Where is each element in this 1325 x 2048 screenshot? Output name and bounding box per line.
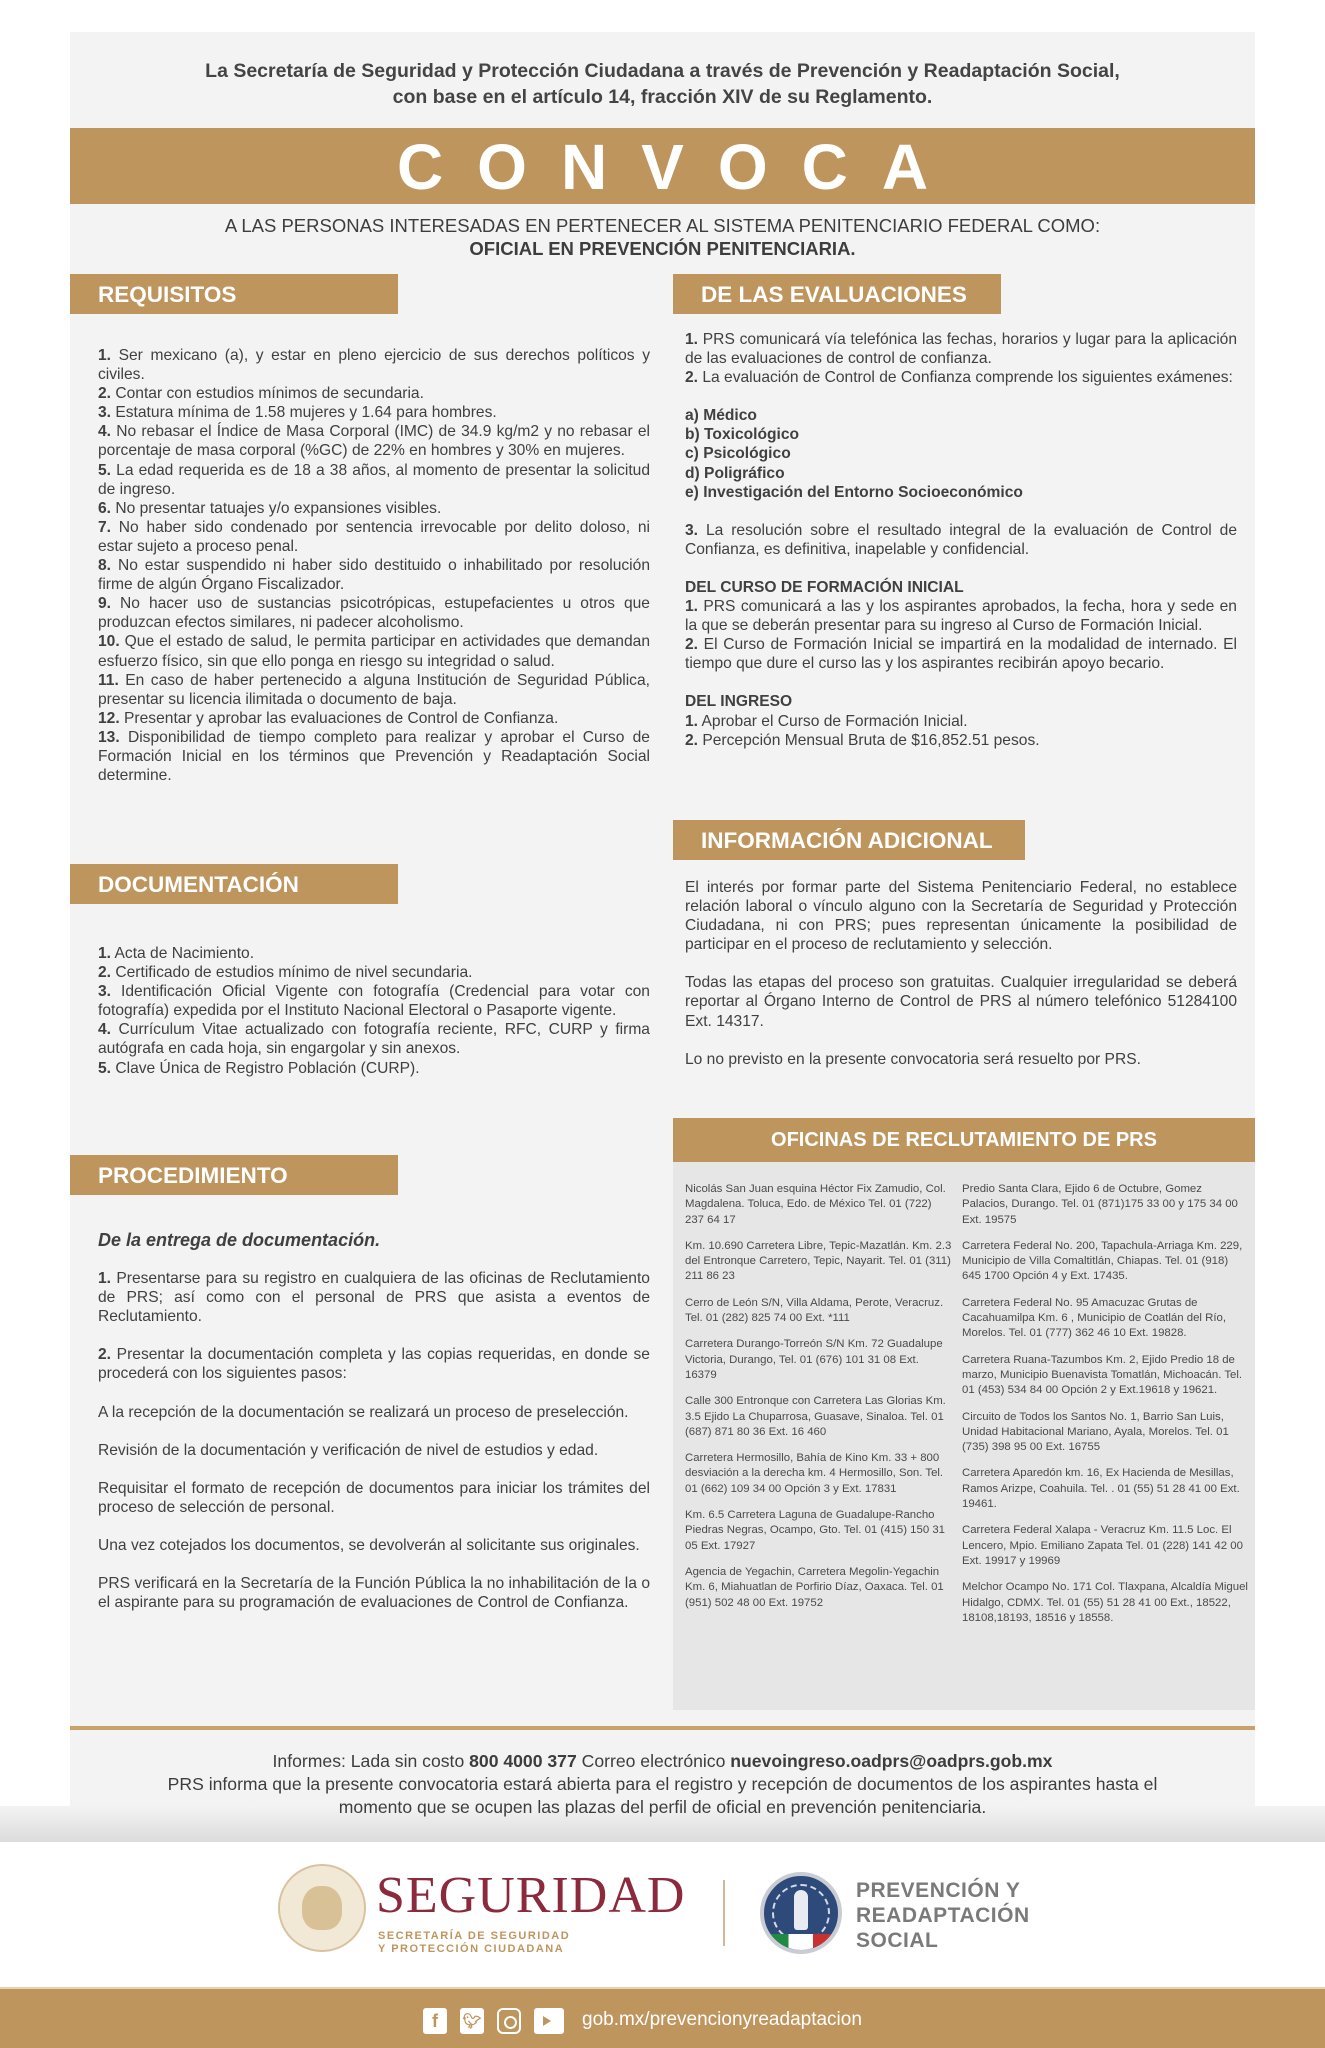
item-number: 3. [98,404,112,422]
item-text: Acta de Nacimiento. [114,945,255,962]
ingreso-item [685,731,1237,750]
requisito-item [98,518,650,556]
spacer [98,1517,650,1536]
curso-item [685,597,1237,635]
item-number: 5. [98,461,112,479]
procedimiento-paragraph: A la recepción de la documentación se realizará un proceso de preselección. [98,1403,629,1421]
item-text: No haber sido condenado por sentencia irrevocable por delito doloso, ni estar sujeto a proceso penal. [98,518,650,555]
item-text: No estar suspendido ni haber sido destituido o inhabilitado por resolución firme de algún Órgano Fiscalizador. [98,557,650,594]
item-text: Percepción Mensual Bruta de $16,852.51 pesos. [702,731,1040,749]
item-number: 7. [98,518,112,536]
prs-line-3: SOCIAL [856,1929,939,1952]
spacer [685,673,1237,692]
subtitle-line-1: A LAS PERSONAS INTERESADAS EN PERTENECER AL SISTEMA PENITENCIARIO FEDERAL COMO: [224,215,1101,236]
item-text: PRS comunicará vía telefónica las fechas, horarios y lugar para la aplicación de las evaluaciones de control de confianza. [685,331,1238,368]
curso-list [685,597,1237,673]
convoca-banner [70,128,1255,204]
procedimiento-content [98,1231,650,1612]
spacer [98,1326,650,1345]
item-text: Clave Única de Registro Población (CURP). [115,1059,420,1077]
item-text: El Curso de Formación Inicial se impartirá en la modalidad de internado. El tiempo que dure el curso las y los aspirantes recibirán apoyo becario. [685,636,1237,673]
item-text: No presentar tatuajes y/o expansiones visibles. [115,499,442,517]
item-text: La edad requerida es de 18 a 38 años, al momento de presentar la solicitud de ingreso. [98,461,651,498]
item-number: 9. [98,595,112,613]
evaluaciones-item-2 [685,368,1237,387]
office-address: Carretera Aparedón km. 16, Ex Hacienda de Mesillas, Ramos Arizpe, Coahuila. Tel. . 01 (55) 51 28 41 00 Ext. 19461. [962,1467,1240,1511]
seguridad-sub-line-2: Y PROTECCIÓN CIUDADANA [378,1943,565,1955]
seguridad-logo-title: SEGURIDAD [376,1867,686,1924]
spacer [98,1384,650,1403]
item-number: 2. [98,385,112,403]
requisito-item [98,346,650,384]
item-text: En caso de haber pertenecido a alguna Institución de Seguridad Pública, presentar su licencia ilimitada o documento de baja. [98,671,650,708]
item-number: 6. [98,499,112,517]
requisito-item [98,461,650,499]
contact-label-1: Informes: Lada sin costo [272,1751,470,1771]
item-number: 1. [685,331,699,348]
curso-item [685,635,1237,673]
office-address: Predio Santa Clara, Ejido 6 de Octubre, Gomez Palacios, Durango. Tel. 01 (871)175 33 00 y 175 34 00 Ext. 19575 [962,1183,1238,1226]
section-header-procedimiento: PROCEDIMIENTO [70,1155,398,1195]
spacer [685,1031,1237,1050]
item-number: 2. [98,964,112,982]
requisito-item [98,499,650,518]
badge-flag [764,1934,838,1950]
ingreso-title: DEL INGRESO [685,693,793,711]
convoca-title: CONVOCA [396,131,963,203]
evaluaciones-content [685,330,1237,750]
item-text: Certificado de estudios mínimo de nivel secundaria. [115,964,473,982]
procedimiento-subtitle: De la entrega de documentación. [98,1230,381,1250]
requisitos-list [98,346,650,785]
office-address: Carretera Federal No. 95 Amacuzac Grutas de Cacahuamilpa Km. 6 , Municipio de Coatlán del Río, Morelos. Tel. 01 (777) 362 46 10 Ext. 19828. [962,1296,1227,1340]
item-text: Que el estado de salud, le permita participar en actividades que demandan esfuerzo físico, sin que ello ponga en riesgo su integridad o salud. [98,633,650,670]
office-address: Calle 300 Entronque con Carretera Las Glorias Km. 3.5 Ejido La Chuparrosa, Guasave, Sinaloa. Tel. 01 (687) 871 80 36 Ext. 16 460 [685,1395,946,1438]
contact-line-1 [70,1750,1255,1773]
spacer [98,1250,650,1269]
exam-item: c) Psicológico [685,445,791,463]
intro-text [70,58,1255,110]
informacion-paragraph: Todas las etapas del proceso son gratuitas. Cualquier irregularidad se deberá reportar al Órgano Interno de Control de PRS al número telefónico 51284100 Ext. 14317. [685,974,1237,1030]
requisito-item [98,384,650,403]
twitter-icon[interactable]: 🐦︎ [460,2008,484,2034]
badge-figure [794,1890,808,1930]
office-address: Carretera Federal Xalapa - Veracruz Km. 11.5 Loc. El Lencero, Mpio. Emiliano Zapata Tel. 01 (228) 141 42 00 Ext. 19917 y 19969 [962,1524,1243,1567]
requisito-item [98,556,650,594]
item-number: 11. [98,671,119,689]
subtitle-line-2: OFICIAL EN PREVENCIÓN PENITENCIARIA. [469,238,856,259]
evaluaciones-item-1 [685,330,1237,368]
toll-free-phone[interactable]: 800 4000 377 [469,1751,577,1771]
item-number: 5. [98,1059,112,1077]
social-links [423,2008,567,2034]
seguridad-sub-line-1: SECRETARÍA DE SEGURIDAD [378,1930,571,1942]
item-text: No rebasar el Índice de Masa Corporal (IMC) de 34.9 kg/m2 y no rebasar el porcentaje de masa corporal (%GC) de 22% en hombres y 30% en mujeres. [98,423,650,460]
contact-line-3: momento que se ocupen las plazas del perfil de oficial en prevención penitenciaria. [338,1797,987,1817]
requisito-item [98,709,650,728]
exam-list [685,406,1237,501]
intro-line-1: La Secretaría de Seguridad y Protección Ciudadana a través de Prevención y Readaptación Social, [205,60,1120,82]
contact-info [70,1750,1255,1819]
office-address: Melchor Ocampo No. 171 Col. Tlaxpana, Alcaldía Miguel Hidalgo, CDMX. Tel. 01 (55) 51 28 41 00 Ext., 18522, 18108,18193, 18516 y 18558. [962,1581,1248,1624]
exam-item: e) Investigación del Entorno Socioeconómico [685,483,1023,501]
step-text: Presentarse para su registro en cualquiera de las oficinas de Reclutamiento de PRS; así como con el personal de PRS que asista a eventos de Reclutamiento. [98,1270,650,1326]
seguridad-logo-subtitle [378,1930,570,1956]
office-address: Circuito de Todos los Santos No. 1, Barrio San Luis, Unidad Habitacional Mariano, Ayala, Morelos. Tel. 01 (735) 398 95 00 Ext. 16755 [962,1410,1229,1454]
spacer [685,502,1237,521]
documento-item [98,1020,650,1058]
offices-header: OFICINAS DE RECLUTAMIENTO DE PRS [673,1118,1255,1162]
informacion-paragraph: Lo no previsto en la presente convocatoria será resuelto por PRS. [685,1050,1141,1068]
procedimiento-paragraph: Revisión de la documentación y verificación de nivel de estudios y edad. [98,1441,599,1459]
item-text: La evaluación de Control de Confianza comprende los siguientes exámenes: [702,369,1233,387]
item-number: 8. [98,557,112,575]
documento-item [98,963,650,982]
item-number: 12. [98,709,120,727]
footer-bar [0,1987,1325,2048]
item-text: Identificación Oficial Vigente con fotografía (Credencial para votar con fotografía) expedida por el Instituto Nacional Electoral o Pasaporte vigente. [98,983,650,1020]
item-number: 3. [98,983,112,1001]
logos-bar [0,1842,1325,1984]
item-number: 3. [685,521,699,539]
item-text: PRS comunicará a las y los aspirantes aprobados, la fecha, hora y sede en la que se deberán presentar para su ingreso al Curso de Formación Inicial. [685,598,1237,635]
step-number: 1. [98,1270,112,1288]
subtitle [70,214,1255,260]
documento-item [98,944,650,963]
section-header-informacion: INFORMACIÓN ADICIONAL [673,820,1025,860]
office-address: Km. 10.690 Carretera Libre, Tepic-Mazatlán. Km. 2.3 del Entronque Carretero, Tepic, Nayarit. Tel. 01 (311) 211 86 23 [685,1239,952,1283]
offices-left-column [685,1182,953,1622]
office-address: Km. 6.5 Carretera Laguna de Guadalupe-Rancho Piedras Negras, Ocampo, Gto. Tel. 01 (415) 150 31 05 Ext. 17927 [685,1509,946,1552]
requisito-item [98,422,650,460]
intro-line-2: con base en el artículo 14, fracción XIV de su Reglamento. [392,86,933,108]
spacer [98,1555,650,1574]
item-text: Ser mexicano (a), y estar en pleno ejercicio de sus derechos políticos y civiles. [98,347,650,384]
office-address: Cerro de León S/N, Villa Aldama, Perote, Veracruz. Tel. 01 (282) 825 74 00 Ext. *111 [685,1296,944,1325]
informacion-content [685,878,1237,1069]
spacer [685,387,1237,406]
office-address: Agencia de Yegachin, Carretera Megolin-Yegachin Km. 6, Miahuatlan de Porfirio Díaz, Oaxaca. Tel. 01 (951) 502 48 00 Ext. 19752 [685,1565,944,1609]
informacion-paragraph: El interés por formar parte del Sistema Penitenciario Federal, no establece relación laboral o vínculo alguno con la Secretaría de Seguridad y Protección Ciudadana, ni con PRS; pues representan únicamente la posibilidad de participar en el proceso de reclutamiento y selección. [685,879,1237,954]
office-address: Carretera Ruana-Tazumbos Km. 2, Ejido Predio 18 de marzo, Municipio Buenavista Tomatlán, Michoacán. Tel. 01 (453) 534 84 00 Opción 2 y Ext.19618 y 19621. [962,1353,1243,1397]
requisito-item [98,594,650,632]
item-number: 1. [685,598,699,616]
facebook-icon[interactable]: f [423,2008,447,2034]
offices-right-column [962,1182,1248,1637]
youtube-icon[interactable] [534,2008,564,2034]
documento-item [98,982,650,1020]
item-number: 2. [685,636,699,654]
spacer [685,559,1237,578]
contact-line-2: PRS informa que la presente convocatoria estará abierta para el registro y recepción de documentos de los aspirantes hasta el [167,1774,1158,1794]
contact-email[interactable]: nuevoingreso.oadprs@oadprs.gob.mx [730,1751,1053,1771]
logo-divider [723,1880,725,1946]
eagle-emblem [302,1886,342,1930]
item-text: Aprobar el Curso de Formación Inicial. [701,712,968,730]
item-number: 4. [98,1021,112,1039]
requisito-item [98,728,650,785]
spacer [98,1460,650,1479]
mexican-coat-of-arms-icon [278,1864,366,1952]
exam-item: a) Médico [685,407,757,425]
item-number: 4. [98,423,112,441]
spacer [685,954,1237,973]
procedimiento-paragraph: Una vez cotejados los documentos, se devolverán al solicitante sus originales. [98,1536,640,1554]
section-header-documentacion: DOCUMENTACIÓN [70,864,398,904]
procedimiento-paragraph: Requisitar el formato de recepción de documentos para iniciar los trámites del proceso de selección de personal. [98,1479,650,1516]
item-number: 10. [98,633,120,651]
item-number: 1. [98,945,112,962]
item-text: La resolución sobre el resultado integral de la evaluación de Control de Confianza, es definitiva, inapelable y confidencial. [685,521,1237,558]
section-header-requisitos: REQUISITOS [70,274,398,314]
evaluaciones-item-3 [685,521,1237,559]
requisito-item [98,632,650,670]
section-header-evaluaciones: DE LAS EVALUACIONES [673,274,1001,314]
item-text: Presentar y aprobar las evaluaciones de Control de Confianza. [124,709,559,727]
prs-line-1: PREVENCIÓN Y [856,1879,1021,1902]
prs-logo-text [856,1878,1030,1953]
instagram-icon[interactable] [497,2008,521,2034]
prs-badge-icon [760,1872,842,1954]
divider-rule [70,1726,1255,1730]
item-text: Estatura mínima de 1.58 mujeres y 1.64 para hombres. [115,404,497,422]
curso-title: DEL CURSO DE FORMACIÓN INICIAL [685,578,964,596]
exam-item: b) Toxicológico [685,426,800,444]
item-text: Currículum Vitae actualizado con fotografía reciente, RFC, CURP y firma autógrafa en cada hoja, sin engargolar y sin anexos. [98,1021,650,1058]
exam-item: d) Poligráfico [685,464,785,482]
footer-url-link[interactable]: gob.mx/prevencionyreadaptacion [582,2009,862,2030]
contact-label-2: Correo electrónico [576,1751,731,1771]
ingreso-item [685,712,1237,731]
step-text: Presentar la documentación completa y las copias requeridas, en donde se procederá con los siguientes pasos: [98,1346,650,1383]
prs-line-2: READAPTACIÓN [856,1904,1030,1927]
office-address: Carretera Durango-Torreón S/N Km. 72 Guadalupe Victoria, Durango, Tel. 01 (676) 101 31 08 Ext. 16379 [685,1338,943,1381]
item-number: 1. [98,347,112,364]
office-address: Nicolás San Juan esquina Héctor Fix Zamudio, Col. Magdalena. Toluca, Edo. de México Tel. 01 (722) 237 64 17 [685,1183,946,1226]
procedimiento-step-1 [98,1269,650,1326]
office-address: Carretera Hermosillo, Bahía de Kino Km. 33 + 800 desviación a la derecha km. 4 Hermosillo, Son. Tel. 01 (662) 109 34 00 Opción 3 y Ext. 17831 [685,1452,944,1495]
step-number: 2. [98,1346,112,1364]
documento-item [98,1059,650,1078]
requisito-item [98,671,650,709]
item-number: 1. [685,712,699,730]
item-text: No hacer uso de sustancias psicotrópicas, estupefacientes u otros que produzcan efectos similares, ni padecer alcoholismo. [98,595,650,632]
item-text: Contar con estudios mínimos de secundaria. [115,385,424,403]
item-number: 13. [98,728,120,746]
item-number: 2. [685,731,699,749]
documentacion-list [98,944,650,1078]
procedimiento-step-2 [98,1345,650,1383]
office-address: Carretera Federal No. 200, Tapachula-Arriaga Km. 229, Municipio de Villa Comaltitlán, Chiapas. Tel. 01 (918) 645 1700 Opción 4 y Ext. 17435. [962,1239,1243,1283]
requisito-item [98,403,650,422]
ingreso-list [685,712,1237,750]
item-text: Disponibilidad de tiempo completo para realizar y aprobar el Curso de Formación Inicial en los términos que Prevención y Readaptación Social determine. [98,728,650,785]
spacer [98,1422,650,1441]
procedimiento-paragraphs [98,1384,650,1613]
procedimiento-paragraph: PRS verificará en la Secretaría de la Función Pública la no inhabilitación de la o el aspirante para su programación de evaluaciones de Control de Confianza. [98,1575,650,1612]
item-number: 2. [685,369,699,387]
